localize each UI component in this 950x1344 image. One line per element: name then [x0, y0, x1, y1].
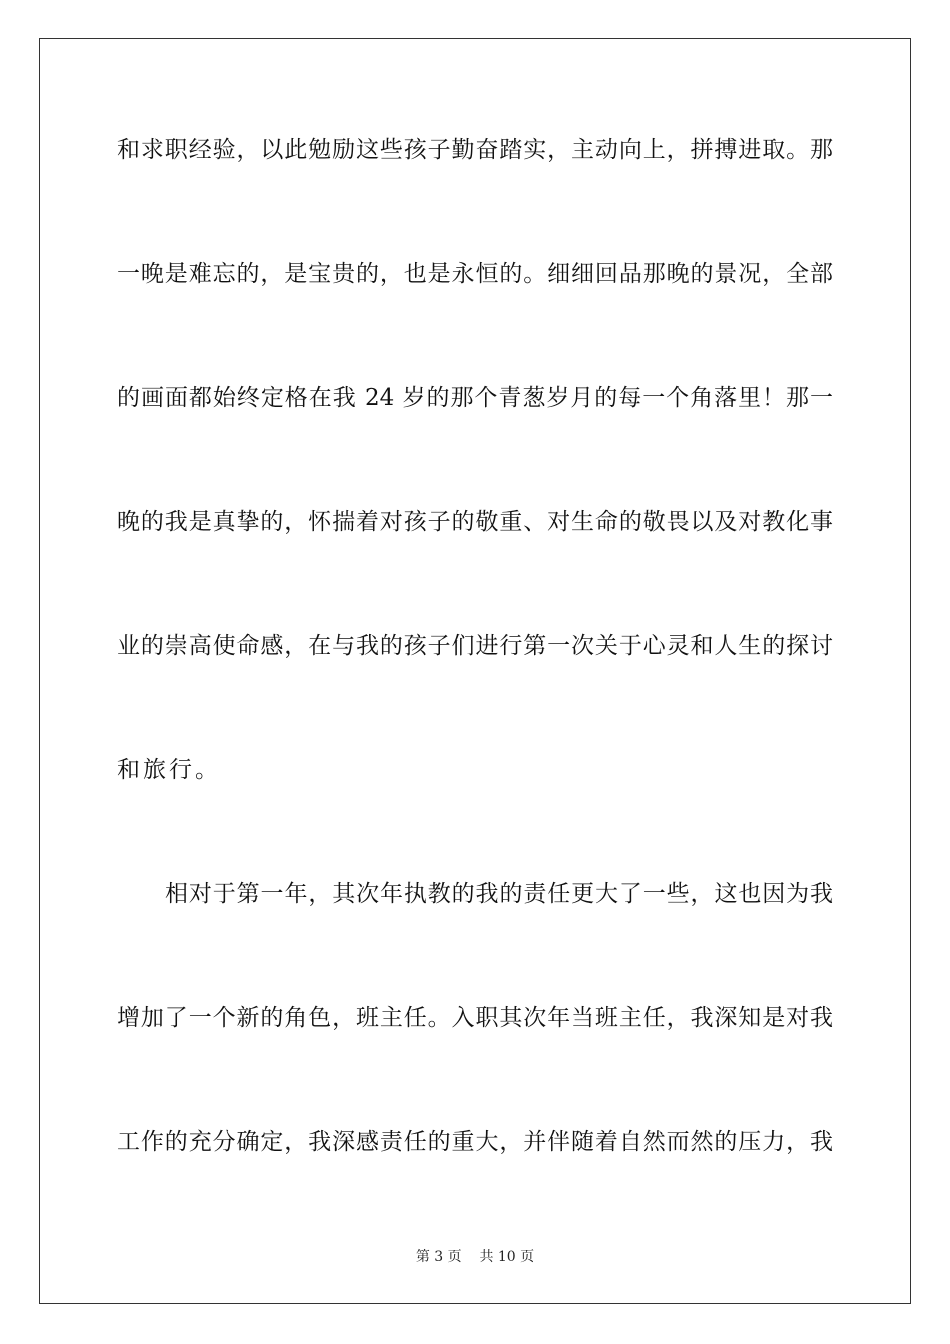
page-total: 共 10 页: [479, 1249, 535, 1265]
paragraph-2-line-2: 增加了一个新的角色，班主任。入职其次年当班主任，我深知是对我: [117, 1005, 833, 1031]
paragraph-1-line-6: 和旅行。: [117, 757, 221, 783]
paragraph-1-line-4: 晚的我是真挚的，怀揣着对孩子的敬重、对生命的敬畏以及对教化事: [117, 509, 833, 535]
paragraph-2-line-1: 相对于第一年，其次年执教的我的责任更大了一些，这也因为我: [165, 881, 833, 907]
page-frame: [39, 38, 911, 1304]
paragraph-2-line-3: 工作的充分确定，我深感责任的重大，并伴随着自然而然的压力，我: [117, 1129, 833, 1155]
paragraph-1-line-2: 一晚是难忘的，是宝贵的，也是永恒的。细细回品那晚的景况，全部: [117, 261, 833, 287]
page-footer: [0, 1247, 950, 1267]
paragraph-1-line-5: 业的崇高使命感，在与我的孩子们进行第一次关于心灵和人生的探讨: [117, 633, 833, 659]
paragraph-1-line-1: 和求职经验，以此勉励这些孩子勤奋踏实，主动向上，拼搏进取。那: [117, 137, 833, 163]
paragraph-1-line-3: 的画面都始终定格在我 24 岁的那个青葱岁月的每一个角落里！那一: [117, 385, 833, 411]
page-number: 第 3 页: [415, 1249, 462, 1265]
